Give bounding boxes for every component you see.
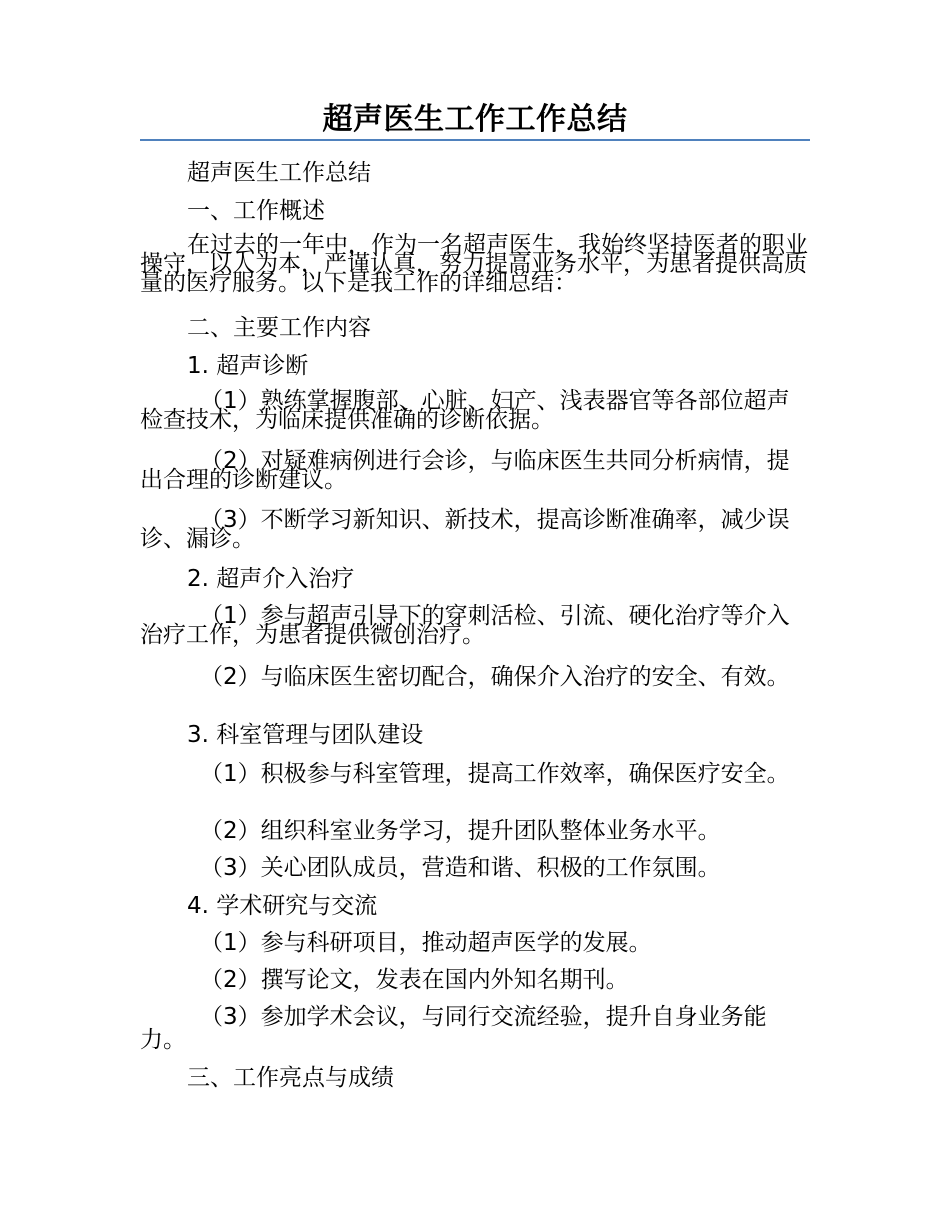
list-item: （1）参与科研项目，推动超声医学的发展。 (200, 930, 652, 956)
list-item: （2）对疑难病例进行会诊，与临床医生共同分析病情，提出合理的诊断建议。 (140, 448, 790, 493)
list-item: （2）撰写论文，发表在国内外知名期刊。 (200, 967, 629, 993)
section-heading-1: 一、工作概述 (187, 198, 325, 224)
list-item: （2）与临床医生密切配合，确保介入治疗的安全、有效。 (200, 664, 790, 690)
subtitle-paragraph: 超声医生工作总结 (187, 160, 371, 186)
subsection-heading-4: 4. 学术研究与交流 (187, 893, 378, 919)
list-item: （1）熟练掌握腹部、心脏、妇产、浅表器官等各部位超声检查技术，为临床提供准确的诊断依据。 (140, 388, 790, 433)
section-heading-3: 三、工作亮点与成绩 (187, 1065, 394, 1091)
title-underline (140, 139, 810, 141)
list-item: （3）不断学习新知识、新技术，提高诊断准确率，减少误诊、漏诊。 (140, 507, 790, 552)
list-item: （1）积极参与科室管理，提高工作效率，确保医疗安全。 (200, 761, 790, 787)
list-item: （3）关心团队成员，营造和谐、积极的工作氛围。 (200, 855, 721, 881)
subsection-heading-3: 3. 科室管理与团队建设 (187, 722, 424, 748)
subsection-heading-2: 2. 超声介入治疗 (187, 566, 355, 592)
subsection-heading-1: 1. 超声诊断 (187, 353, 309, 379)
section-heading-2: 二、主要工作内容 (187, 315, 371, 341)
overview-paragraph: 在过去的一年中，作为一名超声医生，我始终坚持医者的职业操守，以人为本，严谨认真，努力提高业务水平，为患者提供高质量的医疗服务。以下是我工作的详细总结： (140, 232, 808, 296)
list-item: （2）组织科室业务学习，提升团队整体业务水平。 (200, 818, 721, 844)
list-item: （3）参加学术会议，与同行交流经验，提升自身业务能力。 (140, 1004, 767, 1053)
document-title: 超声医生工作工作总结 (322, 102, 628, 137)
list-item: （1）参与超声引导下的穿刺活检、引流、硬化治疗等介入治疗工作，为患者提供微创治疗。 (140, 603, 790, 648)
